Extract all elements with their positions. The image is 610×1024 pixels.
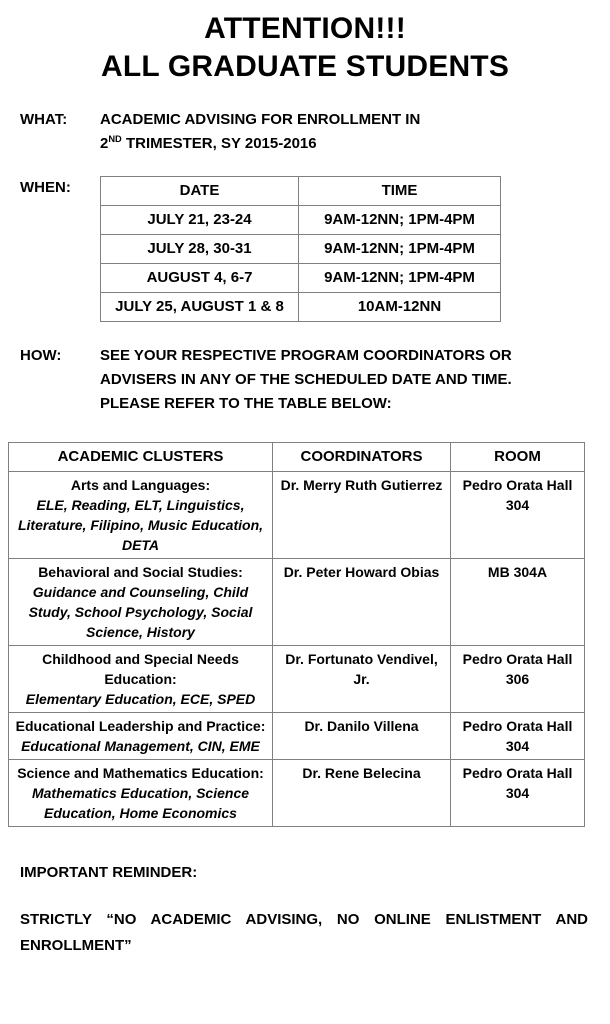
how-label: HOW:	[20, 347, 62, 364]
reminder-title: IMPORTANT REMINDER:	[20, 864, 198, 881]
what-section	[0, 108, 610, 156]
coordinator-cell: Dr. Fortunato Vendivel, Jr.	[273, 646, 451, 713]
when-label: WHEN:	[20, 179, 71, 196]
cluster-programs: ELE, Reading, ELT, Linguistics, Literature, Filipino, Music Education, DETA	[17, 497, 264, 553]
schedule-row	[101, 264, 501, 293]
trimester-ordinal-suffix: ND	[108, 134, 122, 144]
coordinator-cell: Dr. Rene Belecina	[273, 760, 451, 827]
schedule-header-time: TIME	[299, 177, 501, 206]
schedule-time: 9AM-12NN; 1PM-4PM	[299, 264, 501, 293]
cluster-cell	[9, 472, 273, 559]
cluster-title: Arts and Languages:	[70, 477, 211, 493]
what-label: WHAT:	[20, 111, 68, 128]
table-row	[9, 713, 585, 760]
what-body	[100, 108, 420, 156]
academic-clusters-table	[8, 442, 585, 827]
room-cell: Pedro Orata Hall 304	[451, 713, 585, 760]
how-section	[0, 344, 610, 416]
schedule-table	[100, 176, 501, 322]
cluster-programs: Guidance and Counseling, Child Study, School Psychology, Social Science, History	[28, 584, 253, 640]
room-cell: MB 304A	[451, 559, 585, 646]
what-line-1: ACADEMIC ADVISING FOR ENROLLMENT IN	[100, 111, 421, 128]
room-cell: Pedro Orata Hall 304	[451, 472, 585, 559]
room-cell: Pedro Orata Hall 306	[451, 646, 585, 713]
table-row	[9, 646, 585, 713]
clusters-header-coordinator: COORDINATORS	[273, 443, 451, 472]
cluster-cell	[9, 713, 273, 760]
reminder-body: STRICTLY “NO ACADEMIC ADVISING, NO ONLINE ENLISTMENT AND ENROLLMENT”	[20, 911, 588, 954]
cluster-title: Childhood and Special Needs Education:	[42, 651, 239, 687]
clusters-table-wrapper	[0, 442, 610, 827]
schedule-date: JULY 21, 23-24	[101, 206, 299, 235]
cluster-programs: Educational Management, CIN, EME	[21, 738, 260, 754]
how-line-1: SEE YOUR RESPECTIVE PROGRAM COORDINATORS OR	[100, 347, 512, 364]
clusters-header-cluster: ACADEMIC CLUSTERS	[9, 443, 273, 472]
cluster-programs: Elementary Education, ECE, SPED	[25, 691, 256, 707]
schedule-row	[101, 293, 501, 322]
clusters-header-room: ROOM	[451, 443, 585, 472]
cluster-cell	[9, 646, 273, 713]
schedule-row	[101, 235, 501, 264]
clusters-header-row	[9, 443, 585, 472]
schedule-header-row	[101, 177, 501, 206]
how-line-3: PLEASE REFER TO THE TABLE BELOW:	[100, 395, 392, 412]
cluster-cell	[9, 760, 273, 827]
schedule-time: 9AM-12NN; 1PM-4PM	[299, 235, 501, 264]
coordinator-cell: Dr. Danilo Villena	[273, 713, 451, 760]
title-audience: ALL GRADUATE STUDENTS	[100, 50, 510, 83]
how-line-2: ADVISERS IN ANY OF THE SCHEDULED DATE AND TIME.	[100, 371, 512, 388]
schedule-date: JULY 28, 30-31	[101, 235, 299, 264]
room-cell: Pedro Orata Hall 304	[451, 760, 585, 827]
coordinator-cell: Dr. Merry Ruth Gutierrez	[273, 472, 451, 559]
page-title	[0, 0, 610, 86]
trimester-number: 2	[100, 135, 109, 152]
trimester-rest: TRIMESTER, SY 2015-2016	[121, 135, 317, 152]
cluster-programs: Mathematics Education, Science Education, Home Economics	[31, 785, 250, 821]
schedule-time: 9AM-12NN; 1PM-4PM	[299, 206, 501, 235]
table-row	[9, 472, 585, 559]
title-attention: ATTENTION!!!	[204, 12, 406, 45]
cluster-title: Educational Leadership and Practice:	[15, 718, 266, 734]
when-section	[0, 176, 610, 322]
schedule-header-date: DATE	[101, 177, 299, 206]
schedule-date: AUGUST 4, 6-7	[101, 264, 299, 293]
schedule-row	[101, 206, 501, 235]
how-body	[100, 344, 512, 416]
schedule-time: 10AM-12NN	[299, 293, 501, 322]
table-row	[9, 760, 585, 827]
cluster-cell	[9, 559, 273, 646]
cluster-title: Behavioral and Social Studies:	[38, 564, 243, 580]
cluster-title: Science and Mathematics Education:	[17, 765, 264, 781]
schedule-date: JULY 25, AUGUST 1 & 8	[101, 293, 299, 322]
clusters-table-body	[9, 472, 585, 827]
table-row	[9, 559, 585, 646]
what-line-2	[100, 132, 420, 156]
coordinator-cell: Dr. Peter Howard Obias	[273, 559, 451, 646]
